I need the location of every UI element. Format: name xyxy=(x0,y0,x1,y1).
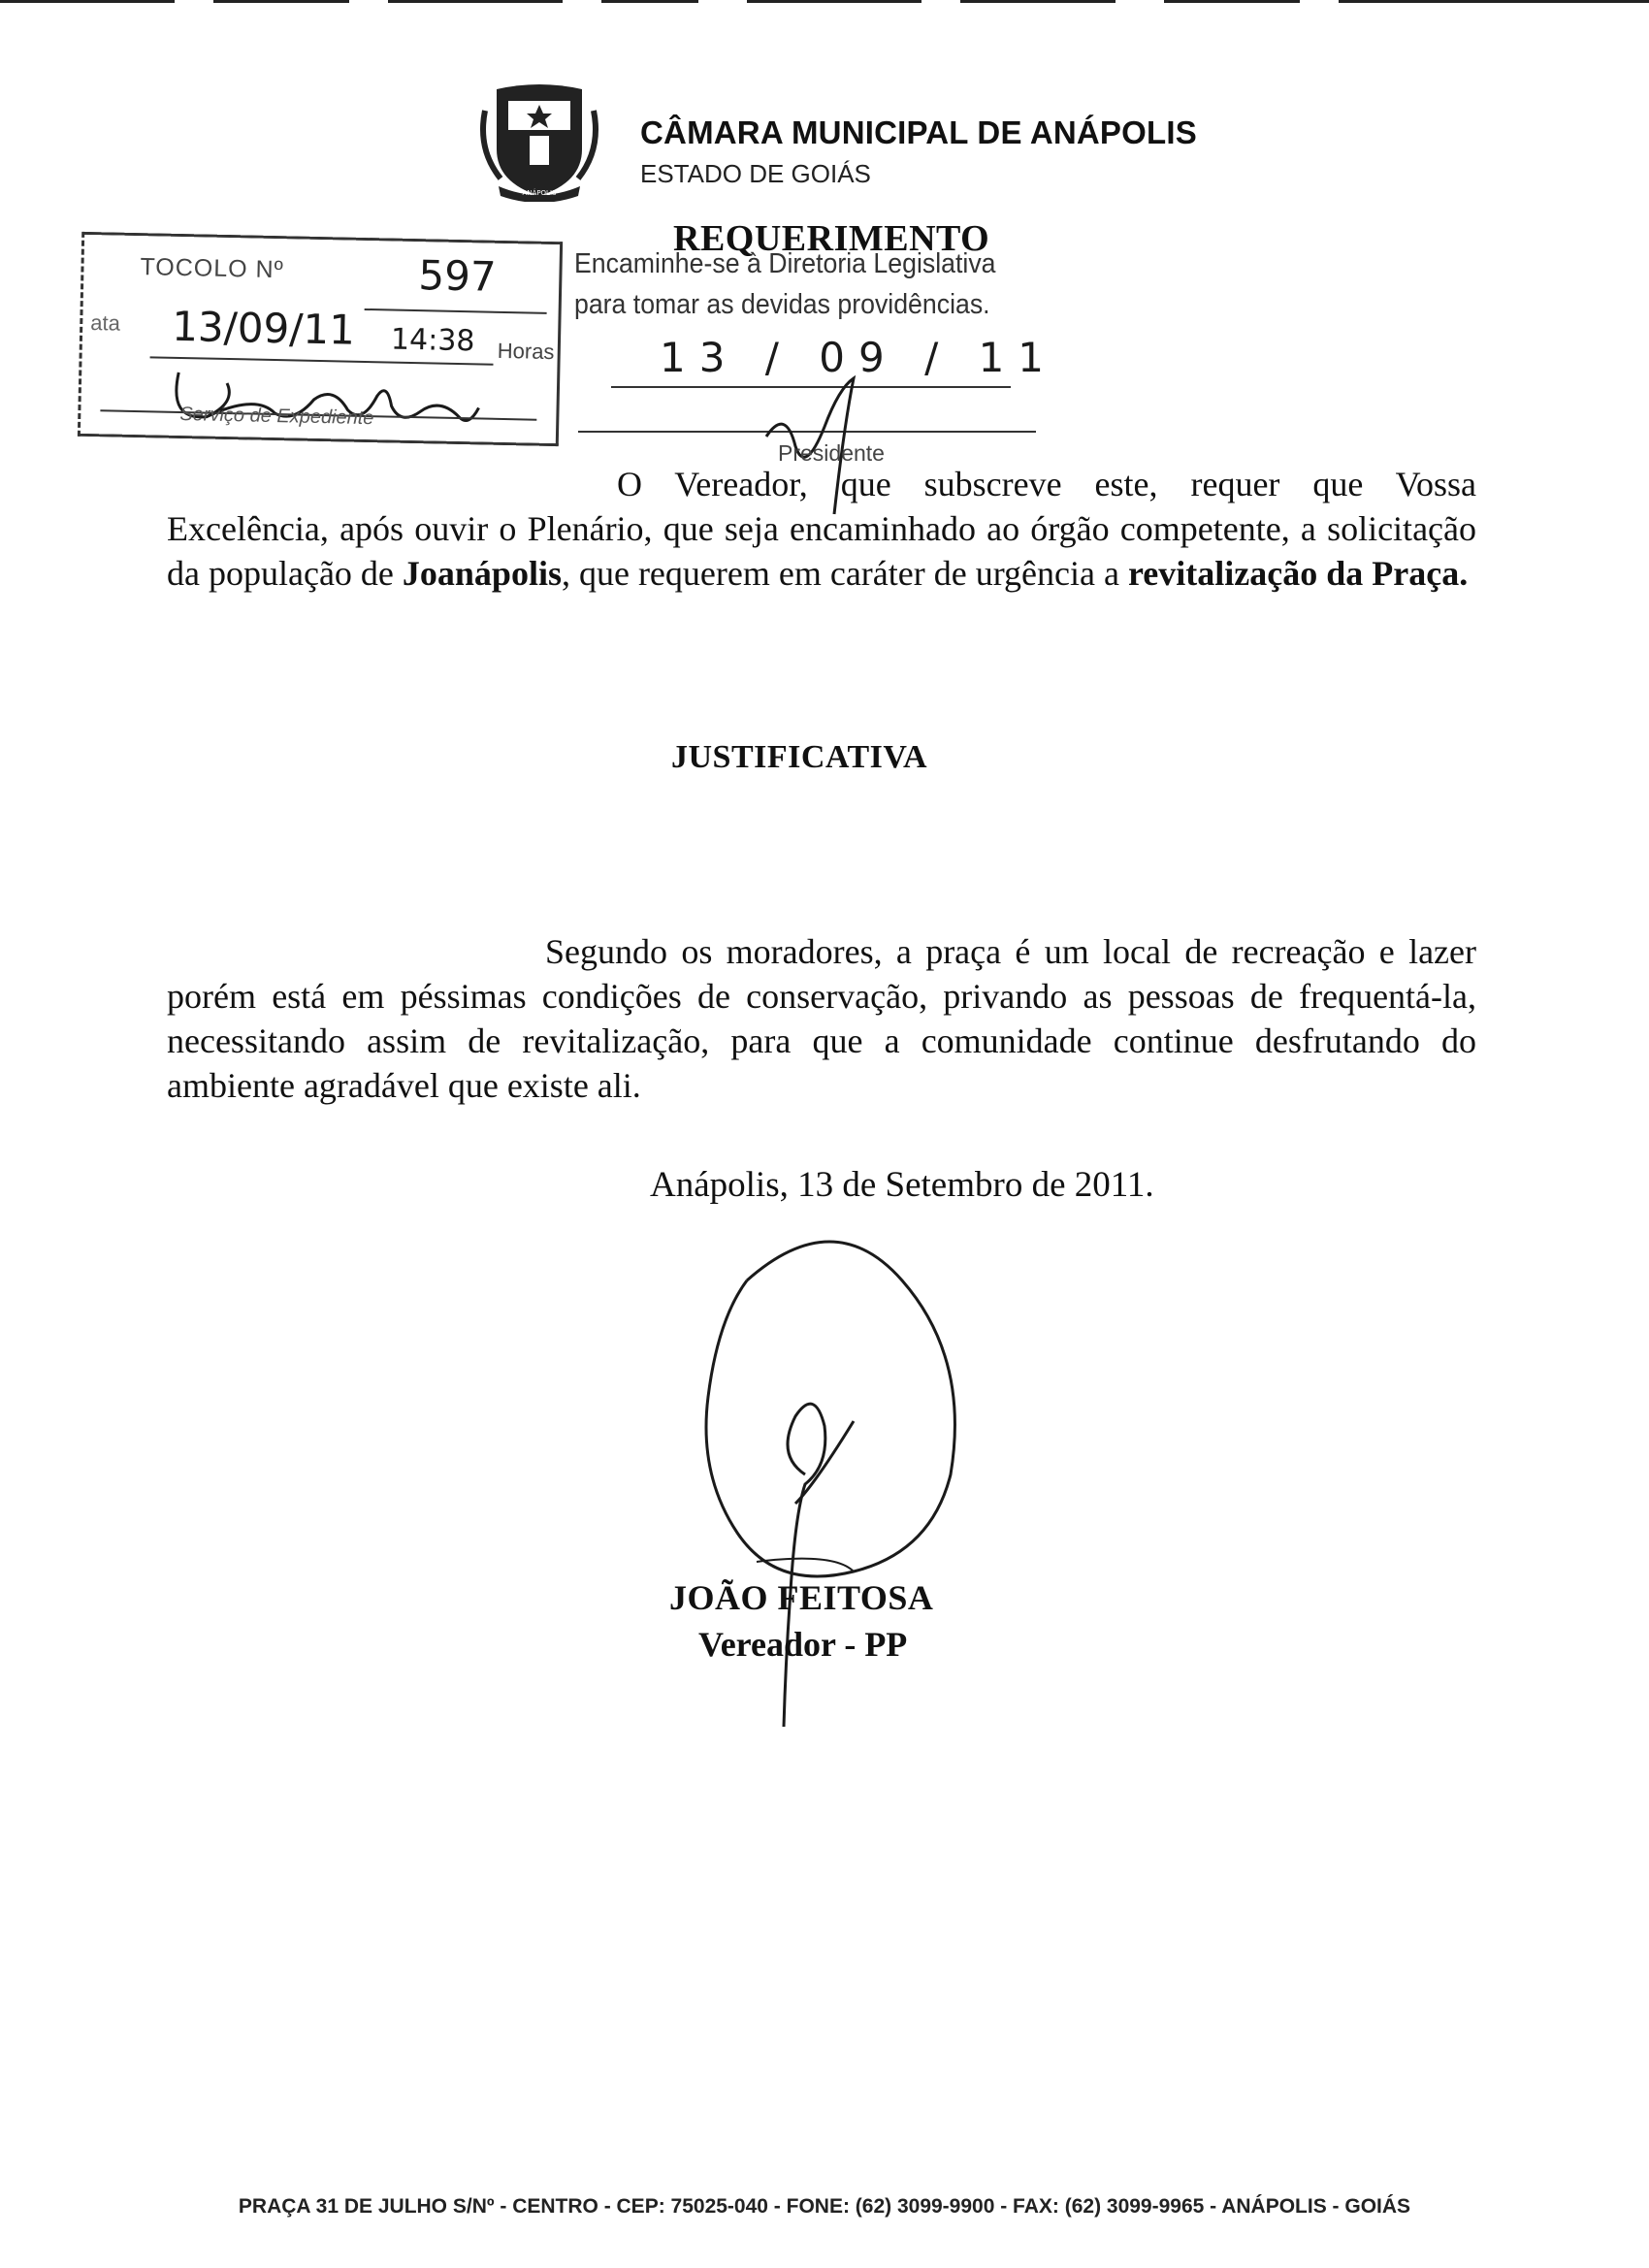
dateline: Anápolis, 13 de Setembro de 2011. xyxy=(650,1165,1154,1205)
justification-paragraph: Segundo os moradores, a praça é um local de recreação e lazer porém está em péssimas condições de conservação, privando as pessoas de frequentá-la, necessitando assim de revitalização, para que a comunidade continue desfrutando do ambiente agradável que existe ali. xyxy=(167,932,1476,1105)
scan-edge-dash xyxy=(747,0,922,3)
justification-heading: JUSTIFICATIVA xyxy=(671,739,928,775)
institution-state: ESTADO DE GOIÁS xyxy=(640,159,871,188)
request-location: Joanápolis xyxy=(402,554,562,593)
protocol-time: 14:38 xyxy=(390,322,475,359)
protocol-date: 13/09/11 xyxy=(171,302,356,354)
forward-date: 13 / 09 / 11 xyxy=(660,334,1058,381)
signer-name: JOÃO FEITOSA xyxy=(669,1578,934,1617)
municipal-crest-icon xyxy=(477,81,601,202)
protocol-date-label: ata xyxy=(90,310,121,336)
protocol-hours-label: Horas xyxy=(497,338,555,365)
scan-edge-dash xyxy=(1164,0,1300,3)
request-subject: revitalização da Praça. xyxy=(1127,554,1469,593)
scan-edge-dash xyxy=(0,0,175,3)
crest-ribbon-text: ANÁPOLIS xyxy=(522,189,557,197)
scan-edge-dash xyxy=(960,0,1116,3)
scan-edge-dash xyxy=(388,0,563,3)
request-text-start: O Vereador, que subscreve este, requer que Vossa Excelência, após ouvir o Plenário, que seja encaminhado ao órgão competente, a solicitação da população de xyxy=(167,465,1476,593)
scan-edge-dash xyxy=(213,0,349,3)
forward-instruction-line1: Encaminhe-se à Diretoria Legislativa xyxy=(574,248,996,279)
protocol-number: 597 xyxy=(417,251,498,301)
protocol-stamp xyxy=(78,232,563,446)
forward-instruction-line2: para tomar as devidas providências. xyxy=(574,289,990,320)
protocol-number-line xyxy=(365,308,547,314)
institution-name: CÂMARA MUNICIPAL DE ANÁPOLIS xyxy=(640,114,1197,150)
scan-edge-dash xyxy=(601,0,698,3)
president-title: Presidente xyxy=(778,440,885,466)
document-type-title: REQUERIMENTO xyxy=(673,218,990,259)
signer-role: Vereador - PP xyxy=(698,1625,908,1664)
request-paragraph xyxy=(167,462,1476,596)
protocol-label: TOCOLO Nº xyxy=(140,253,285,284)
request-text-mid: , que requerem em caráter de urgência a xyxy=(561,554,1128,593)
service-label: Serviço de Expediente xyxy=(179,403,374,430)
signer-signature xyxy=(660,1222,989,1804)
scan-edge-dash xyxy=(1339,0,1649,3)
footer-address: PRAÇA 31 DE JULHO S/Nº - CENTRO - CEP: 75025-040 - FONE: (62) 3099-9900 - FAX: (62) 3099-9965 - ANÁPOLIS - GOIÁS xyxy=(238,2195,1411,2218)
